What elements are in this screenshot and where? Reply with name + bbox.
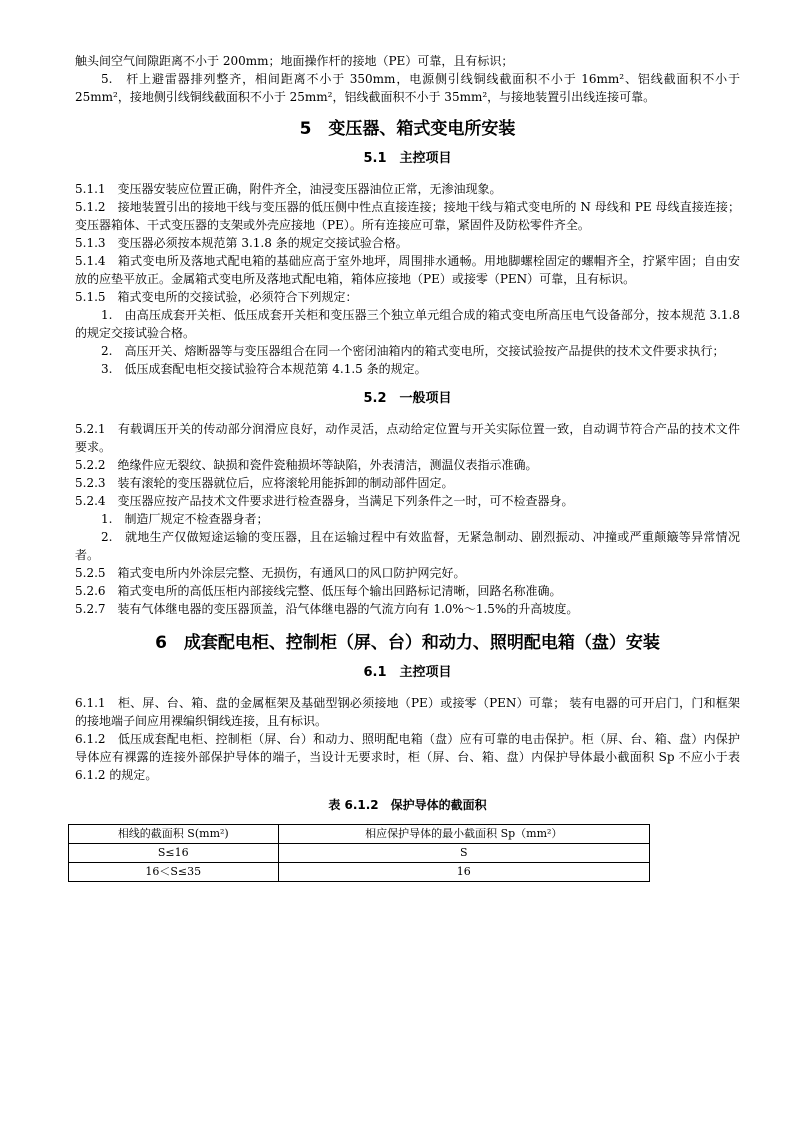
clause-5-2-2: 5.2.2 绝缘件应无裂纹、缺损和瓷件瓷釉损坏等缺陷，外表清洁，测温仪表指示准确。	[75, 458, 538, 472]
table-header-row	[69, 825, 650, 844]
table-cell: 16＜S≤35	[69, 863, 279, 882]
clause-5-2-6: 5.2.6 箱式变电所的高低压柜内部接线完整、低压每个输出回路标记清晰，回路名称准确。	[75, 584, 562, 598]
clause-5-2-1: 5.2.1 有载调压开关的传动部分润滑应良好，动作灵活，点动给定位置与开关实际位置一致，自动调节符合产品的技术文件要求。	[75, 422, 740, 454]
clause-5-1-5-sub-3: 3. 低压成套配电柜交接试验符合本规范第 4.1.5 条的规定。	[101, 362, 427, 376]
clause-5-2-3: 5.2.3 装有滚轮的变压器就位后，应将滚轮用能拆卸的制动部件固定。	[75, 476, 454, 490]
clause-6-1-2: 6.1.2 低压成套配电柜、控制柜（屏、台）和动力、照明配电箱（盘）应有可靠的电击保护。柜（屏、台、箱、盘）内保护导体应有裸露的连接外部保护导体的端子，当设计无要求时，柜（屏、台、箱、盘）内保护导体最小截面积 Sp 不应小于表 6.1.2 的规定。	[75, 732, 740, 782]
clause-5-1-3: 5.1.3 变压器必须按本规范第 3.1.8 条的规定交接试验合格。	[75, 236, 408, 250]
section-5-2-title: 5.2 一般项目	[363, 391, 452, 406]
clause-5-2-7: 5.2.7 装有气体继电器的变压器顶盖，沿气体继电器的气流方向有 1.0%～1.5%的升高坡度。	[75, 602, 579, 616]
chapter-6-title: 6 成套配电柜、控制柜（屏、台）和动力、照明配电箱（盘）安装	[155, 633, 660, 653]
table-caption: 表 6.1.2 保护导体的截面积	[328, 798, 487, 812]
clause-5-2-5: 5.2.5 箱式变电所内外涂层完整、无损伤，有通风口的风口防护网完好。	[75, 566, 466, 580]
intro-line: 触头间空气间隙距离不小于 200mm；地面操作杆的接地（PE）可靠，且有标识；	[75, 54, 514, 68]
table-row	[69, 844, 650, 863]
clause-5-1-2: 5.1.2 接地装置引出的接地干线与变压器的低压侧中性点直接连接；接地干线与箱式变电所的 N 母线和 PE 母线直接连接；变压器箱体、干式变压器的支架或外壳应接地（PE）。所有连接应可靠，紧固件及防松零件齐全。	[75, 200, 740, 232]
table-row	[69, 863, 650, 882]
table-cell: S≤16	[69, 844, 279, 863]
protective-conductor-table	[68, 824, 650, 882]
document-page	[75, 52, 740, 882]
clause-5-1-5-sub-2: 2. 高压开关、熔断器等与变压器组合在同一个密闭油箱内的箱式变电所，交接试验按产品提供的技术文件要求执行；	[101, 344, 725, 358]
clause-5-2-4-sub-1: 1. 制造厂规定不检查器身者；	[101, 512, 269, 526]
table-cell: S	[278, 844, 649, 863]
clause-5-1-4: 5.1.4 箱式变电所及落地式配电箱的基础应高于室外地坪，周围排水通畅。用地脚螺栓固定的螺帽齐全，拧紧牢固；自由安放的应垫平放正。金属箱式变电所及落地式配电箱，箱体应接地（PE）或接零（PEN）可靠，且有标识。	[75, 254, 740, 286]
table-header-protective: 相应保护导体的最小截面积 Sp（mm²）	[278, 825, 649, 844]
clause-5-2-4-sub-2: 2. 就地生产仅做短途运输的变压器，且在运输过程中有效监督，无紧急制动、剧烈振动、冲撞或严重颠簸等异常情况者。	[75, 530, 740, 562]
table-header-phase: 相线的截面积 S(mm²)	[69, 825, 279, 844]
clause-5-1-5-sub-1: 1. 由高压成套开关柜、低压成套开关柜和变压器三个独立单元组合成的箱式变电所高压电气设备部分，按本规范 3.1.8 的规定交接试验合格。	[75, 308, 740, 340]
chapter-5-title: 5 变压器、箱式变电所安装	[299, 119, 516, 139]
section-6-1-title: 6.1 主控项目	[363, 665, 452, 680]
clause-5-1-1: 5.1.1 变压器安装应位置正确，附件齐全，油浸变压器油位正常，无渗油现象。	[75, 182, 502, 196]
intro-item-5: 5. 杆上避雷器排列整齐，相间距离不小于 350mm，电源侧引线铜线截面积不小于 16mm²、铝线截面积不小于 25mm²，接地侧引线铜线截面积不小于 25mm²，铝线截面积不小于 35mm²，与接地装置引出线连接可靠。	[75, 72, 740, 104]
clause-6-1-1: 6.1.1 柜、屏、台、箱、盘的金属框架及基础型钢必须接地（PE）或接零（PEN）可靠； 装有电器的可开启门，门和框架的接地端子间应用裸编织铜线连接，且有标识。	[75, 696, 740, 728]
clause-5-1-5: 5.1.5 箱式变电所的交接试验，必须符合下列规定：	[75, 290, 358, 304]
section-5-1-title: 5.1 主控项目	[363, 151, 452, 166]
table-cell: 16	[278, 863, 649, 882]
clause-5-2-4: 5.2.4 变压器应按产品技术文件要求进行检查器身，当满足下列条件之一时，可不检查器身。	[75, 494, 574, 508]
